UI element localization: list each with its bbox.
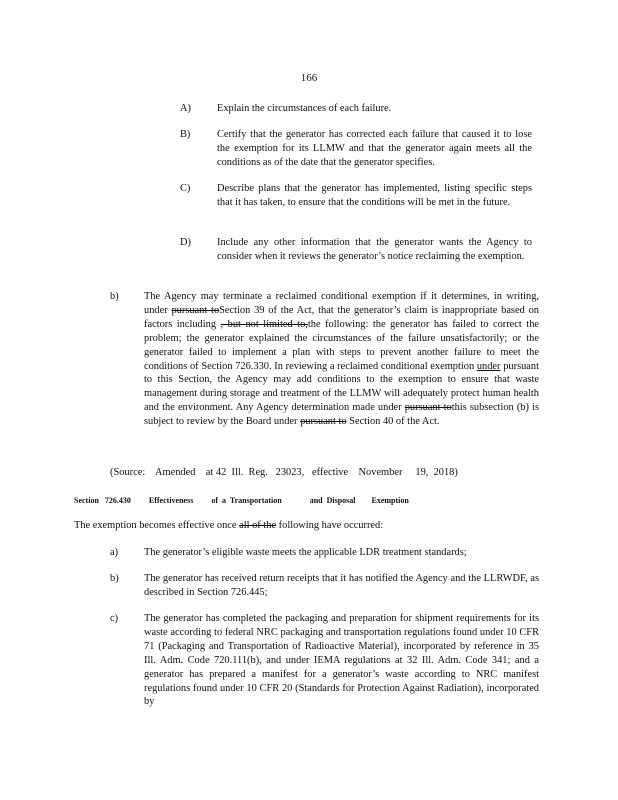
item-text: The generator’s eligible waste meets the applicable LDR treatment standards; <box>144 547 467 558</box>
text-run: Section 40 of the Act. <box>346 416 440 428</box>
text-run: this subsection (b) is subject to review by the Board under <box>144 402 540 428</box>
item-label: b) <box>110 291 119 302</box>
section-intro <box>74 519 383 533</box>
item-label: D) <box>180 237 191 248</box>
item-text: The generator has received return receipts that it has notified the Agency and the LLRWDF, as described in Section 726.445; <box>144 573 539 598</box>
text-run: the following: the generator has failed to correct the problem; the generator explained the circumstances of the failure unsatisfactorily; or the generator failed to implement a plan with steps to prevent another failure to meet the conditions of Section 726.330. In reviewing a reclaimed conditional exemption <box>144 318 539 372</box>
section-number: Section 726.430 <box>74 496 131 505</box>
item-text: The generator has completed the packaging and preparation for shipment requirements for its waste according to federal NRC packaging and transportation regulations found under 10 CFR 71 (Packaging and Transportation of Radioactive Material), incorporated by reference in 35 Ill. Adm. Code 720.111(b), and under IEMA regulations at 32 Ill. Adm. Code 341; and a generator has prepared a manifest for a generator’s waste according to NRC manifest regulations found under 10 CFR 20 (Standards for Protection Against Radiation), incorporated by <box>144 613 539 708</box>
item-label: A) <box>180 103 191 114</box>
item-label: b) <box>110 573 119 584</box>
struck-text: pursuant to <box>404 402 452 414</box>
text-run: The exemption becomes effective once <box>74 520 240 531</box>
item-label: c) <box>110 613 119 624</box>
struck-text: pursuant to <box>300 416 347 428</box>
page-number: 166 <box>300 72 318 84</box>
struck-text: all of the <box>239 520 277 531</box>
subsection-b-text <box>144 290 539 429</box>
item-text: Explain the circumstances of each failure. <box>217 103 392 114</box>
struck-text: pursuant to <box>171 304 220 316</box>
text-run: following have occurred: <box>276 520 384 531</box>
item-label: B) <box>180 129 191 140</box>
struck-text: , but not limited to, <box>220 318 308 330</box>
text-run: The Agency may terminate a reclaimed conditional exemption if it determines, in writing, under <box>144 291 539 316</box>
section-heading <box>74 494 409 508</box>
source-note: (Source: Amended at 42 Ill. Reg. 23023, effective November 19, 2018) <box>110 467 458 478</box>
text-run: pursuant to this Section, the Agency may add conditions to the exemption to ensure that waste management during storage and treatment of the LLMW will adequately protect human health and the environment. Any Agency determination made under <box>144 360 539 414</box>
item-text: Certify that the generator has corrected each failure that caused it to lose the exemption for its LLMW and that the generator again meets all the conditions as of the date that the generator specifies. <box>217 129 532 168</box>
inserted-text: under <box>476 360 501 372</box>
item-label: C) <box>180 183 191 194</box>
item-text: Include any other information that the generator wants the Agency to consider when it reviews the generator’s notice reclaiming the exemption. <box>217 237 532 262</box>
section-title: Effectiveness of a Transportation and Disposal Exemption <box>148 496 409 505</box>
item-label: a) <box>110 547 119 558</box>
item-text: Describe plans that the generator has implemented, listing specific steps that it has taken, to ensure that the conditions will be met in the future. <box>217 183 532 208</box>
text-run: Section 39 of the Act, that the generator’s claim is inappropriate based on factors including <box>144 304 539 330</box>
